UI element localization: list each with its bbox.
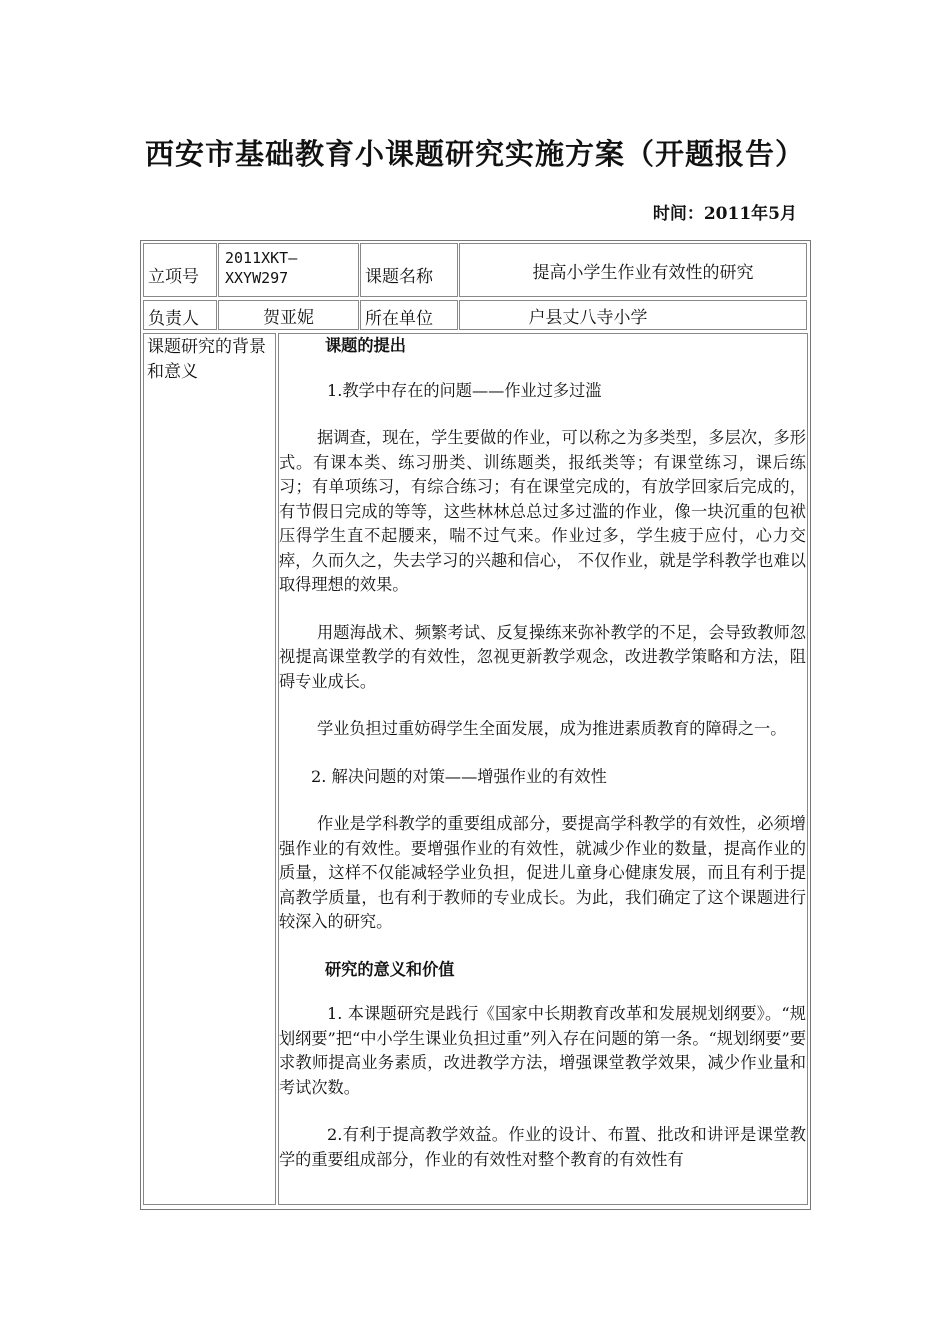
paragraph-reform-plan: 1. 本课题研究是践行《国家中长期教育改革和发展规划纲要》。“规划纲要”把“中小学生课业负担过重”列入存在问题的第一条。“规划纲要”要求教师提高业务素质，改进教学方法，增强课堂教学效果，减少作业量和考试次数。 [279,1004,807,1097]
subheading-solution: 2. 解决问题的对策——增强作业的有效性 [311,766,607,786]
paragraph-burden: 学业负担过重妨碍学生全面发展，成为推进素质教育的障碍之一。 [317,719,787,738]
leader-label: 负责人 [143,300,217,330]
leader-value: 贺亚妮 [218,300,359,330]
report-date: 时间：2011年5月 [652,204,797,224]
unit-label: 所在单位 [360,300,458,330]
project-no-value: 2011XKT—XXYW297 [218,243,359,297]
background-label: 课题研究的背景和意义 [143,333,276,1205]
page-title: 西安市基础教育小课题研究实施方案（开题报告） [144,137,805,171]
paragraph-teaching-benefit: 2.有利于提高教学效益。作业的设计、布置、批改和讲评是课堂教学的重要组成部分，作业的有效性对整个教育的有效性有 [279,1125,806,1169]
topic-value: 提高小学生作业有效性的研究 [459,243,807,297]
section-heading-proposal: 课题的提出 [325,336,406,355]
unit-value: 户县丈八寺小学 [459,300,807,330]
background-content [278,333,808,1205]
paragraph-effectiveness: 作业是学科教学的重要组成部分，要提高学科教学的有效性，必须增强作业的有效性。要增强作业的有效性，就减少作业的数量，提高作业的质量，这样不仅能减轻学业负担，促进儿童身心健康发展，而且有利于提高教学质量，也有利于教师的专业成长。为此，我们确定了这个课题进行较深入的研究。 [279,814,806,931]
paragraph-survey: 据调查，现在，学生要做的作业，可以称之为多类型，多层次，多形式。有课本类、练习册类、训练题类，报纸类等；有课堂练习，课后练习；有单项练习，有综合练习；有在课堂完成的，有放学回家后完成的，有节假日完成的等等，这些林林总总过多过滥的作业，像一块沉重的包袱压得学生直不起腰来，喘不过气来。作业过多，学生疲于应付，心力交瘁，久而久之，失去学习的兴趣和信心， 不仅作业，就是学科教学也难以取得理想的效果。 [279,428,806,594]
topic-label: 课题名称 [360,243,458,297]
section-heading-significance: 研究的意义和价值 [325,959,455,979]
paragraph-drill-tactics: 用题海战术、频繁考试、反复操练来弥补教学的不足，会导致教师忽视提高课堂教学的有效性，忽视更新教学观念，改进教学策略和方法，阻碍专业成长。 [279,622,806,691]
project-no-label: 立项号 [143,243,217,297]
subheading-problem: 1.教学中存在的问题——作业过多过滥 [327,380,602,400]
